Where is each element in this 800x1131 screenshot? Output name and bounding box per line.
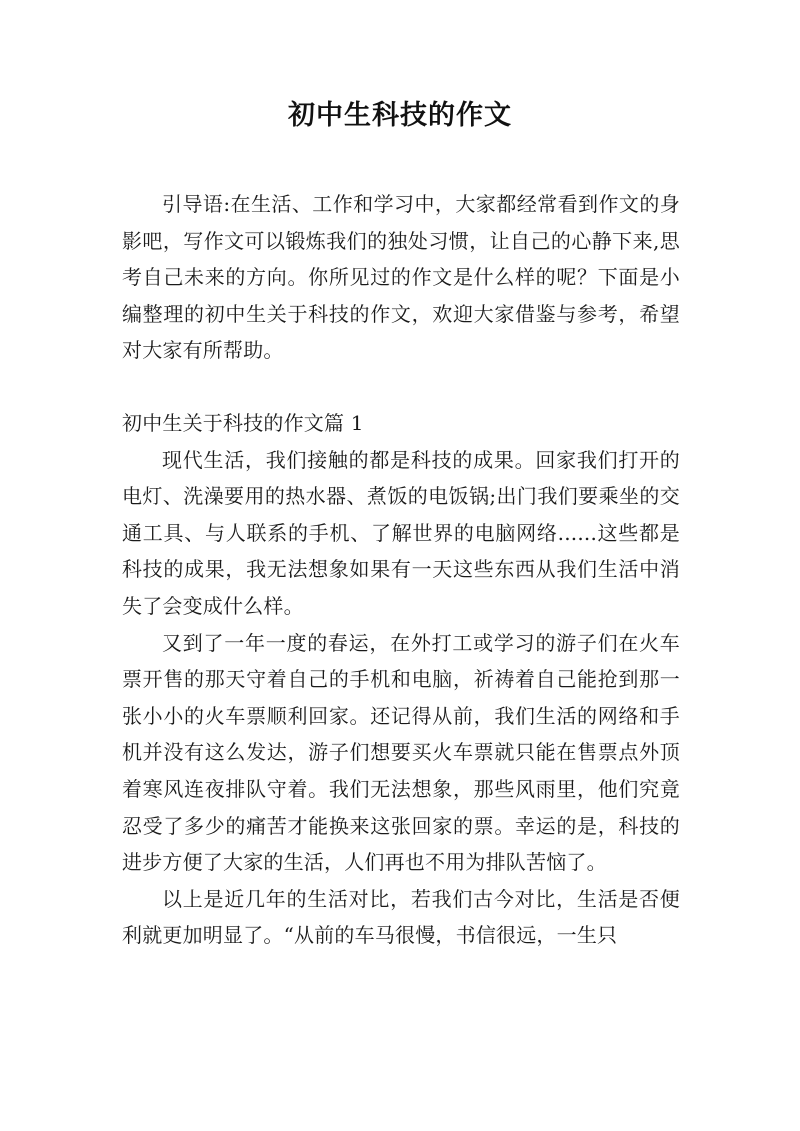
body-paragraph-3: 以上是近几年的生活对比，若我们古今对比，生活是否便利就更加明显了。“从前的车马很慢，书信很远，一生只 [122, 886, 680, 948]
body-paragraph-1: 现代生活，我们接触的都是科技的成果。回家我们打开的电灯、洗澡要用的热水器、煮饭的电饭锅;出门我们要乘坐的交通工具、与人联系的手机、了解世界的电脑网络......这些都是科技的成果，我无法想象如果有一天这些东西从我们生活中消失了会变成什么样。 [122, 447, 680, 618]
section-heading: 初中生关于科技的作文篇 1 [122, 410, 364, 435]
body-paragraph-2: 又到了一年一度的春运，在外打工或学习的游子们在火车票开售的那天守着自己的手机和电脑，祈祷着自己能抢到那一张小小的火车票顺利回家。还记得从前，我们生活的网络和手机并没有这么发达，游子们想要买火车票就只能在售票点外顶着寒风连夜排队守着。我们无法想象，那些风雨里，他们究竟忍受了多少的痛苦才能换来这张回家的票。幸运的是，科技的进步方便了大家的生活，人们再也不用为排队苦恼了。 [122, 630, 680, 875]
paragraph-gap [122, 369, 680, 405]
intro-paragraph: 引导语:在生活、工作和学习中，大家都经常看到作文的身影吧，写作文可以锻炼我们的独处习惯，让自己的心静下来,思考自己未来的方向。你所见过的作文是什么样的呢？下面是小编整理的初中生关于科技的作文，欢迎大家借鉴与参考，希望对大家有所帮助。 [122, 192, 680, 363]
document-title: 初中生科技的作文 [288, 100, 512, 131]
document-body [122, 186, 680, 954]
